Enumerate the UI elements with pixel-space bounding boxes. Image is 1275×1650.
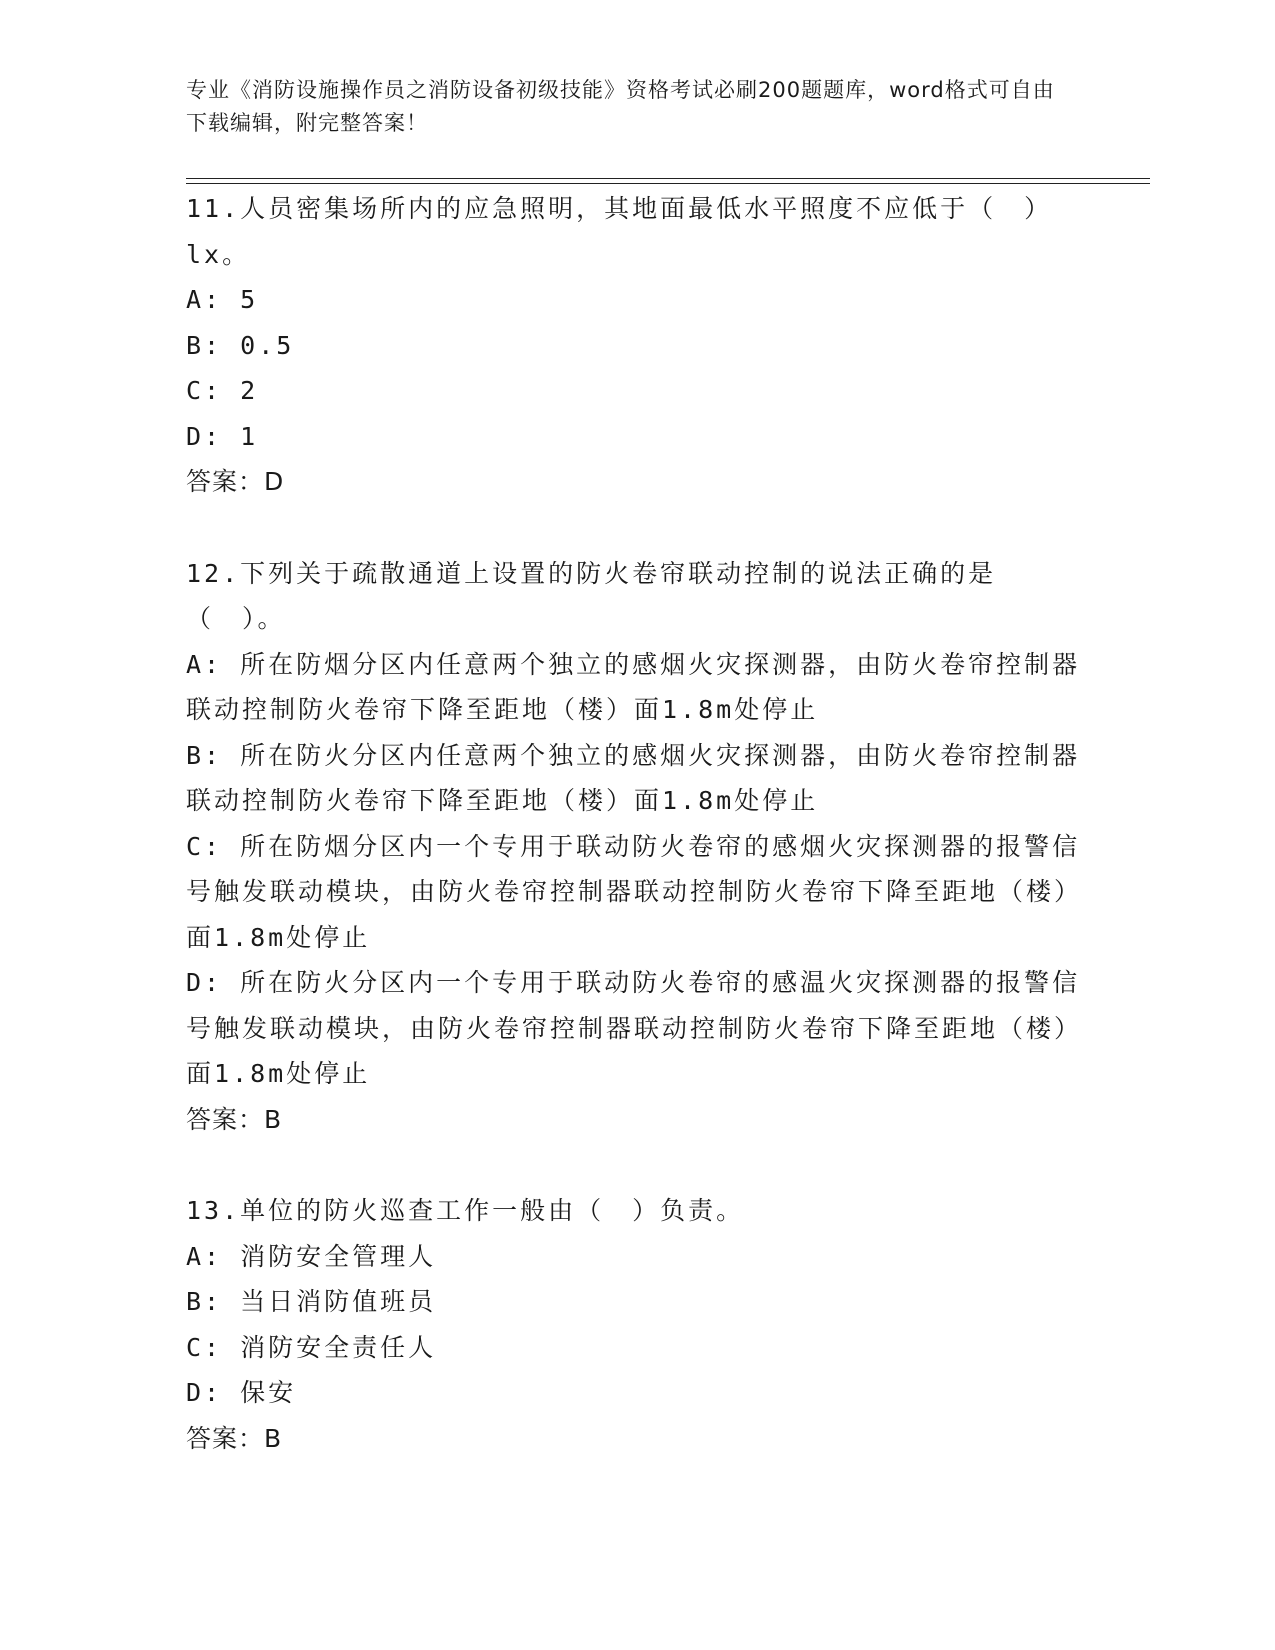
header-divider-bottom bbox=[186, 183, 1150, 184]
option-a: A: 5 bbox=[186, 285, 259, 314]
question-list bbox=[186, 186, 1086, 1461]
document-header: 专业《消防设施操作员之消防设备初级技能》资格考试必刷200题题库，word格式可自由下载编辑，附完整答案！ bbox=[186, 78, 1055, 135]
option-a: A: 消防安全管理人 bbox=[186, 1241, 437, 1271]
answer: 答案：B bbox=[186, 1423, 283, 1453]
option-c: C: 2 bbox=[186, 376, 259, 405]
question-13 bbox=[186, 1188, 1086, 1461]
question-text: 11.人员密集场所内的应急照明，其地面最低水平照度不应低于（ ）lx。 bbox=[186, 194, 1053, 269]
question-text: 12.下列关于疏散通道上设置的防火卷帘联动控制的说法正确的是（ ）。 bbox=[186, 558, 997, 633]
question-spacer bbox=[186, 505, 1086, 551]
question-12 bbox=[186, 551, 1086, 1143]
header-divider-top bbox=[186, 178, 1150, 179]
option-d: D: 1 bbox=[186, 421, 259, 451]
option-c: C: 消防安全责任人 bbox=[186, 1332, 437, 1362]
option-b: B: 所在防火分区内任意两个独立的感烟火灾探测器，由防火卷帘控制器联动控制防火卷帘下降至距地（楼）面1.8m处停止 bbox=[186, 740, 1081, 815]
question-11 bbox=[186, 186, 1086, 505]
answer: 答案：B bbox=[186, 1104, 283, 1134]
option-b: B: 0.5 bbox=[186, 330, 295, 360]
option-d: D: 所在防火分区内一个专用于联动防火卷帘的感温火灾探测器的报警信号触发联动模块，由防火卷帘控制器联动控制防火卷帘下降至距地（楼）面1.8m处停止 bbox=[186, 968, 1083, 1088]
answer: 答案：D bbox=[186, 467, 285, 496]
question-spacer bbox=[186, 1142, 1086, 1188]
question-text: 13.单位的防火巡查工作一般由（ ）负责。 bbox=[186, 1196, 745, 1225]
option-d: D: 保安 bbox=[186, 1378, 297, 1407]
option-a: A: 所在防烟分区内任意两个独立的感烟火灾探测器，由防火卷帘控制器联动控制防火卷帘下降至距地（楼）面1.8m处停止 bbox=[186, 649, 1081, 724]
option-b: B: 当日消防值班员 bbox=[186, 1287, 437, 1316]
option-c: C: 所在防烟分区内一个专用于联动防火卷帘的感烟火灾探测器的报警信号触发联动模块，由防火卷帘控制器联动控制防火卷帘下降至距地（楼）面1.8m处停止 bbox=[186, 831, 1083, 952]
